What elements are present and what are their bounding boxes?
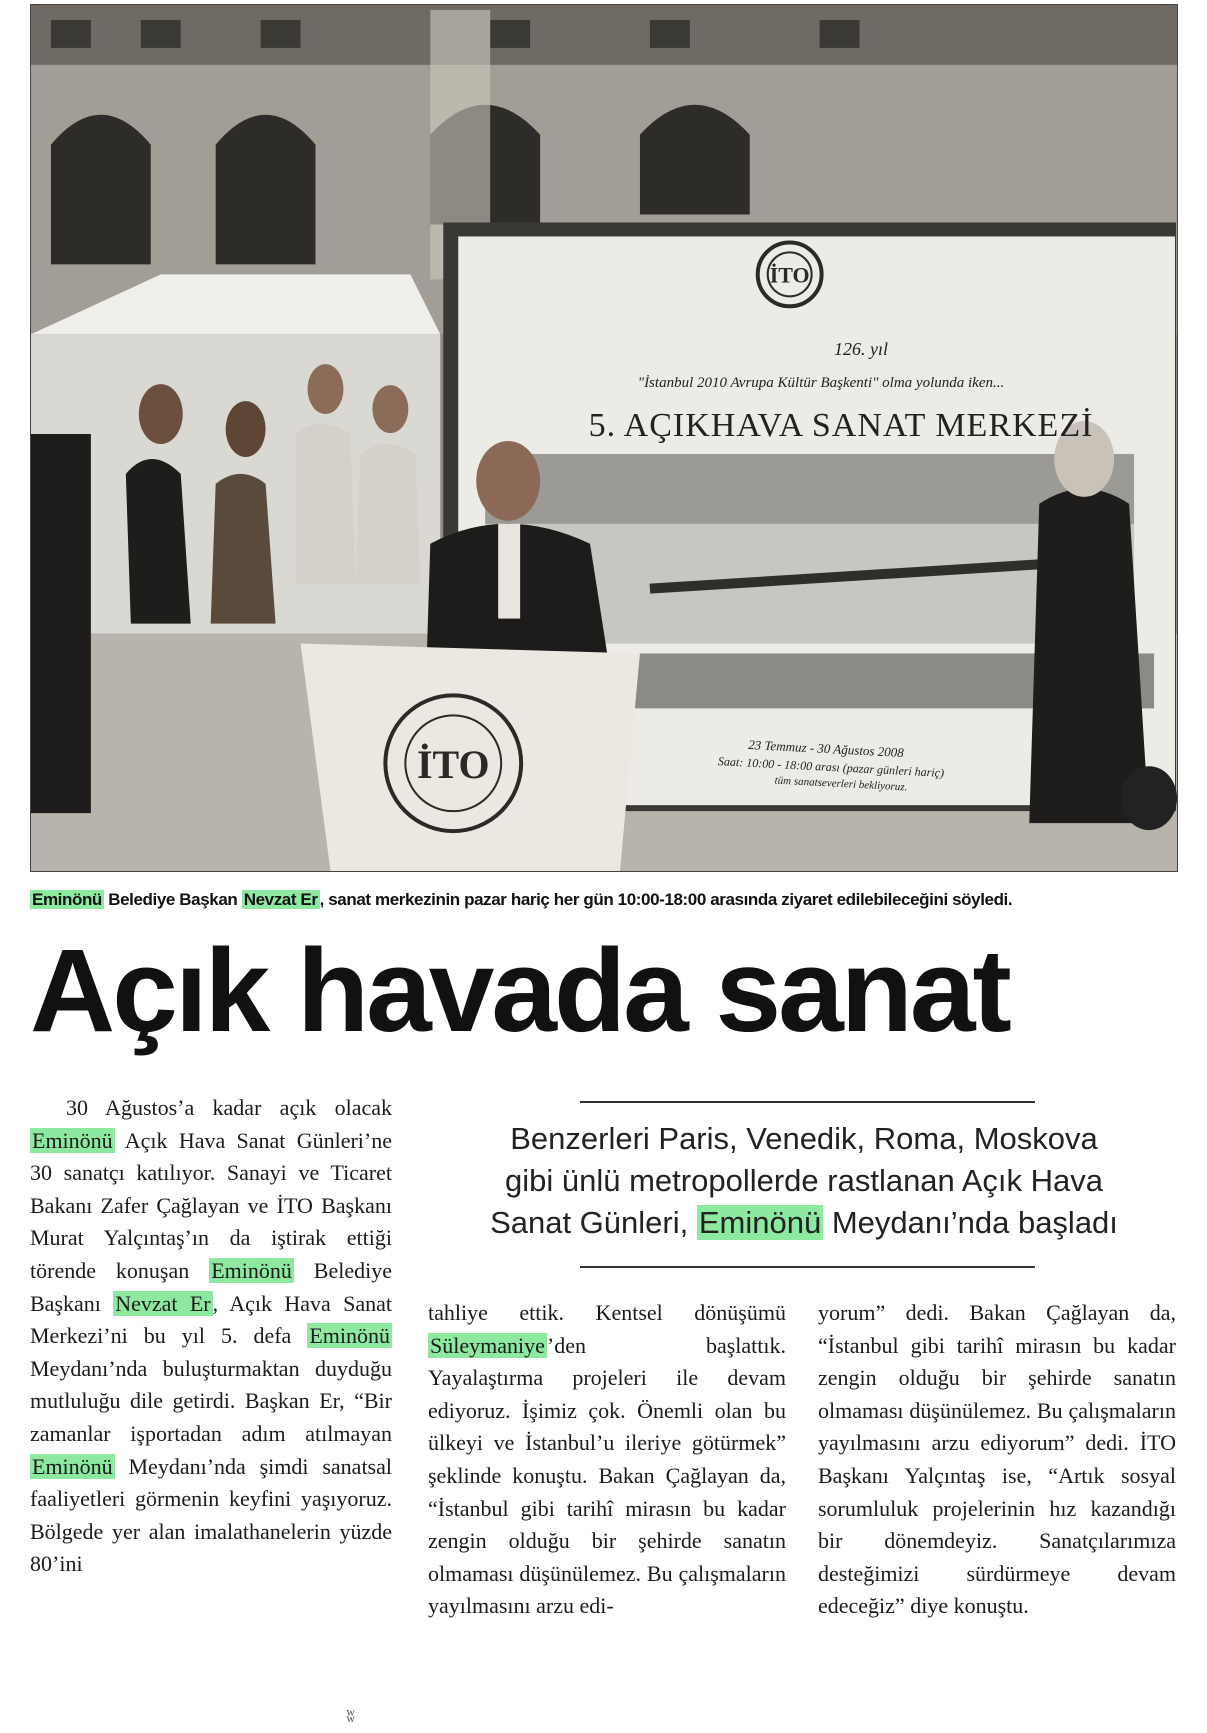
billboard-year: 126. yıl: [834, 339, 888, 359]
deck-line: [428, 1202, 1180, 1244]
highlighted-term: Eminönü: [32, 1453, 113, 1479]
deck-line: gibi ünlü metropollerde rastlanan Açık Hava: [505, 1163, 1103, 1198]
news-photo: [30, 4, 1178, 872]
svg-text:İTO: İTO: [769, 262, 810, 288]
article-column-2: [428, 1297, 786, 1623]
caption-highlight: Nevzat Er: [243, 890, 318, 909]
billboard-hours: Saat: 10:00 - 18:00 arası (pazar günleri hariç): [717, 754, 945, 780]
caption-text: , sanat merkezinin pazar hariç her gün 10:00-18:00 arasında ziyaret edilebileceğini söyledi.: [319, 890, 1013, 909]
highlighted-term: Eminönü: [309, 1323, 390, 1349]
highlighted-term: Eminönü: [698, 1205, 822, 1240]
billboard-dates: 23 Temmuz - 30 Ağustos 2008: [747, 736, 905, 761]
billboard-tagline: "İstanbul 2010 Avrupa Kültür Başkenti" olma yolunda iken...: [637, 375, 1005, 391]
highlighted-term: Eminönü: [32, 1127, 113, 1153]
page-speck: ʬ: [346, 1706, 356, 1726]
text-run: Meydanı’nda buluşturmaktan duyduğu mutluluğu dile getirdi. Başkan Er, “Bir zamanlar işportadan adım atılmayan: [30, 1355, 392, 1446]
highlighted-term: Eminönü: [211, 1257, 292, 1283]
photo-caption: [30, 890, 1180, 910]
highlighted-term: Nevzat Er: [115, 1290, 211, 1316]
highlighted-term: Süleymaniye: [430, 1332, 545, 1358]
text-run: Sanat Günleri,: [490, 1205, 697, 1240]
article-column-1: [30, 1092, 392, 1581]
deck: [428, 1118, 1180, 1244]
svg-text:İTO: İTO: [417, 742, 490, 788]
article-column-3: [818, 1297, 1176, 1623]
text-run: ’den başlattık. Yayalaştırma projeleri ile devam ediyoruz. İşimiz çok. Önemli olan bu ülkeyi ve İstanbul’u ileriye götürmek” şeklinde konuştu. Bakan Çağlayan da, “İstanbul gibi tarihî mirasın bu kadar zengin olduğu bir şehirde sanatın olmaması düşünülemez. Bu çalışmaların yayılmasını arzu edi-: [428, 1332, 786, 1619]
text-run: Belediye Başkanı: [30, 1257, 392, 1316]
article-paragraph: [30, 1092, 392, 1581]
caption-text: Belediye Başkan: [103, 890, 242, 909]
billboard-invite: tüm sanatseverleri bekliyoruz.: [774, 774, 908, 794]
deck-rule-bottom: [580, 1266, 1035, 1268]
deck-line: Benzerleri Paris, Venedik, Roma, Moskova: [510, 1121, 1098, 1156]
headline: Açık havada sanat: [30, 925, 1009, 1057]
article-paragraph: yorum” dedi. Bakan Çağlayan da, “İstanbul gibi tarihî mirasın bu kadar zengin olduğu bir şehirde sanatın olmaması düşünülemez. Bu çalışmaların yayılmasını arzu ediyorum” dedi. İTO Başkanı Yalçıntaş ise, “Artık sosyal sorumluluk projelerinin hız kazandığı bir dönemdeyiz. Sanatçılarımıza desteğimizi sürdürmeye devam edeceğiz” diye konuştu.: [818, 1300, 1176, 1619]
text-run: Açık Hava Sanat Günleri’ne 30 sanatçı katılıyor. Sanayi ve Ticaret Bakanı Zafer Çağlayan ve İTO Başkanı Murat Yalçıntaş’ın da iştirak ettiği törende konuşan: [30, 1127, 392, 1283]
text-run: tahliye ettik. Kentsel dönüşümü: [428, 1300, 786, 1325]
text-run: Meydanı’nda başladı: [823, 1205, 1118, 1240]
text-run: , Açık Hava Sanat Merkezi’ni bu yıl 5. defa: [30, 1290, 392, 1349]
caption-highlight: Eminönü: [32, 890, 102, 909]
billboard-title: 5. AÇIKHAVA SANAT MERKEZİ: [588, 407, 1094, 444]
text-run: 30 Ağustos’a kadar açık olacak: [66, 1095, 392, 1120]
deck-rule-top: [580, 1101, 1035, 1103]
text-run: Meydanı’nda şimdi sanatsal faaliyetleri görmenin keyfini yaşıyoruz. Bölgede yer alan imalathanelerin yüzde 80’ini: [30, 1453, 392, 1577]
article-paragraph: [428, 1297, 786, 1623]
